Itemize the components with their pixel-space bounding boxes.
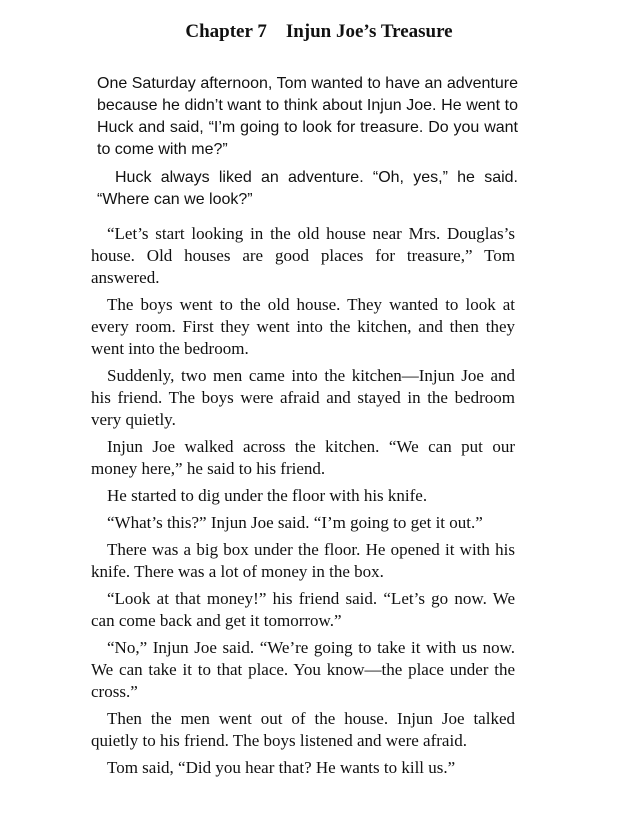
intro-paragraph: Huck always liked an adventure. “Oh, yes,” he said. “Where can we look?” <box>97 169 518 208</box>
story-paragraph: Injun Joe walked across the kitchen. “We can put our money here,” he said to his friend. <box>91 437 515 478</box>
story-paragraph: Suddenly, two men came into the kitchen—Injun Joe and his friend. The boys were afraid and stayed in the bedroom very quietly. <box>91 366 515 429</box>
story-body <box>91 223 515 784</box>
story-paragraph: There was a big box under the floor. He opened it with his knife. There was a lot of money in the box. <box>91 540 515 581</box>
story-paragraph: He started to dig under the floor with his knife. <box>107 486 428 505</box>
story-paragraph: “Look at that money!” his friend said. “Let’s go now. We can come back and get it tomorrow.” <box>91 589 515 630</box>
intro-paragraph: One Saturday afternoon, Tom wanted to have an adventure because he didn’t want to think about Injun Joe. He went to Huck and said, “I’m going to look for treasure. Do you want to come with me?” <box>97 75 518 158</box>
story-paragraph: Then the men went out of the house. Injun Joe talked quietly to his friend. The boys listened and were afraid. <box>91 709 515 750</box>
story-paragraph: Tom said, “Did you hear that? He wants to kill us.” <box>107 758 456 777</box>
intro-section <box>97 73 518 217</box>
chapter-title: Chapter 7 Injun Joe’s Treasure <box>185 21 453 42</box>
story-paragraph: “What’s this?” Injun Joe said. “I’m going to get it out.” <box>107 513 483 532</box>
story-paragraph: “Let’s start looking in the old house near Mrs. Douglas’s house. Old houses are good places for treasure,” Tom answered. <box>91 224 515 287</box>
story-paragraph: The boys went to the old house. They wanted to look at every room. First they went into the kitchen, and then they went into the bedroom. <box>91 295 515 358</box>
story-paragraph: “No,” Injun Joe said. “We’re going to take it with us now. We can take it to that place. You know—the place under the cross.” <box>91 638 515 701</box>
